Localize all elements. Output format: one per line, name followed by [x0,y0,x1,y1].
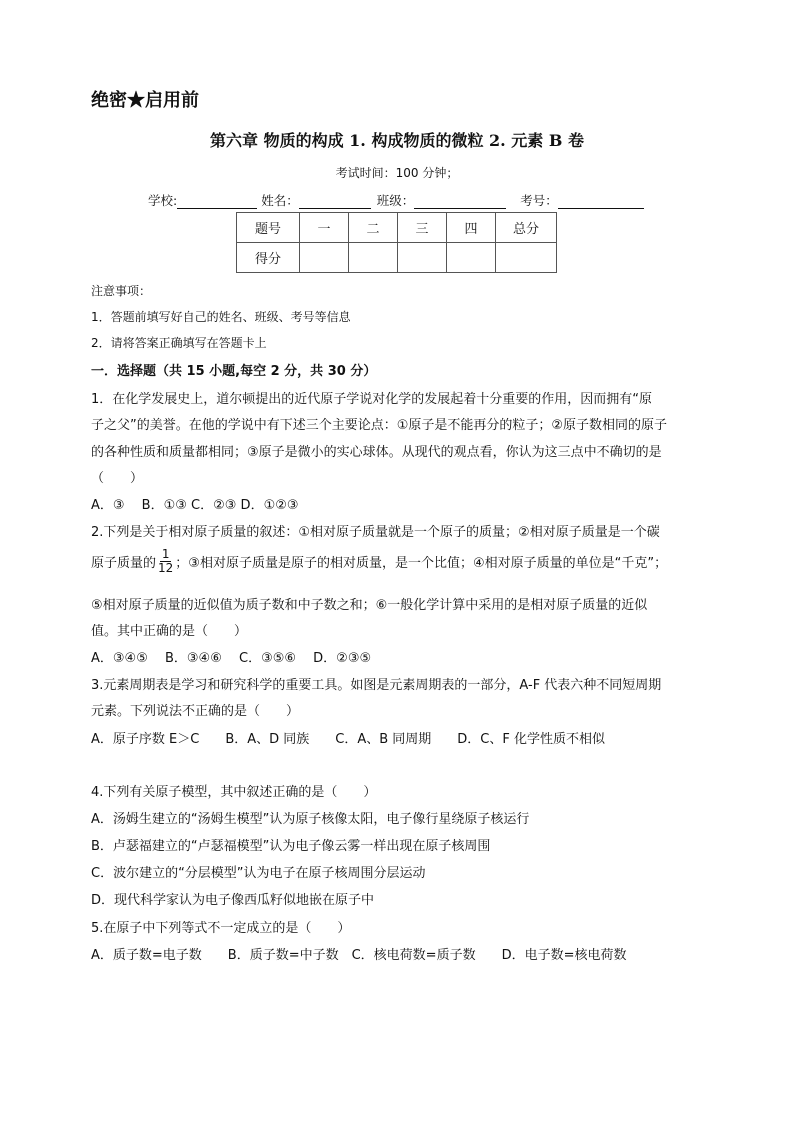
score-cell[interactable] [300,243,349,273]
score-header-cell: 总分 [496,213,557,243]
page-title: 第六章 物质的构成 1. 构成物质的微粒 2. 元素 B 卷 [210,131,584,150]
score-table-score-row [237,243,557,273]
score-header-cell: 题号 [237,213,300,243]
q4-line-1: 4.下列有关原子模型，其中叙述正确的是（ ） [91,785,377,800]
school-label: 学校: [148,193,178,208]
q4-option-d: D．现代科学家认为电子像西瓜籽似地嵌在原子中 [91,893,375,908]
q2-line-2 [91,548,667,575]
score-header-cell: 三 [398,213,447,243]
q1-line-2: 子之父”的美誉。在他的学说中有下述三个主要论点：①原子是不能再分的粒子；②原子数相同的原子 [91,418,668,433]
q5-options: A．质子数=电子数 B．质子数=中子数 C．核电荷数=质子数 D．电子数=核电荷数 [91,948,627,963]
q4-option-a: A．汤姆生建立的“汤姆生模型”认为原子核像太阳，电子像行星绕原子核运行 [91,812,530,827]
name-label: 姓名： [261,193,299,208]
q2-line-3: ⑤相对原子质量的近似值为质子数和中子数之和；⑥一般化学计算中采用的是相对原子质量的近似 [91,598,648,613]
q2-line-1: 2.下列是关于相对原子质量的叙述：①相对原子质量就是一个原子的质量；②相对原子质量是一个碳 [91,525,660,540]
secret-label: 绝密★启用前 [91,90,199,111]
score-cell[interactable] [496,243,557,273]
student-info-row [148,191,644,209]
score-row-label: 得分 [237,243,300,273]
class-label: 班级： [376,193,415,208]
q2-line-2a: 原子质量的 [91,556,157,571]
q3-options: A．原子序数 E＞C B．A、D 同族 C．A、B 同周期 D．C、F 化学性质不相似 [91,732,605,747]
q2-options: A．③④⑤ B．③④⑥ C．③⑤⑥ D．②③⑤ [91,651,372,666]
q1-options: A．③ B．①③ C．②③ D．①②③ [91,498,299,513]
q3-line-2: 元素。下列说法不正确的是（ ） [91,704,300,719]
score-cell[interactable] [447,243,496,273]
q4-option-b: B．卢瑟福建立的“卢瑟福模型”认为电子像云雾一样出现在原子核周围 [91,839,491,854]
number-blank[interactable] [558,194,644,209]
score-cell[interactable] [398,243,447,273]
exam-time: 考试时间：100 分钟； [335,166,459,180]
fraction-one-twelfth [158,548,173,575]
q5-line-1: 5.在原子中下列等式不一定成立的是（ ） [91,921,351,936]
name-blank[interactable] [299,194,371,209]
notes-heading: 注意事项： [91,284,152,298]
q2-line-2b: ；③相对原子质量是原子的相对质量，是一个比值；④相对原子质量的单位是“千克”； [175,556,668,571]
fraction-numerator: 1 [161,547,170,561]
section-1-heading: 一．选择题（共 15 小题,每空 2 分，共 30 分） [91,364,377,379]
score-cell[interactable] [349,243,398,273]
class-blank[interactable] [414,194,506,209]
fraction-denominator: 12 [158,561,174,575]
q3-line-1: 3.元素周期表是学习和研究科学的重要工具。如图是元素周期表的一部分，A-F 代表六种不同短周期 [91,678,662,693]
notes-item-1: 1．答题前填写好自己的姓名、班级、考号等信息 [91,310,351,324]
q1-line-1: 1．在化学发展史上，道尔顿提出的近代原子学说对化学的发展起着十分重要的作用，因而拥有“原 [91,392,653,407]
score-header-cell: 一 [300,213,349,243]
number-label: 考号： [520,193,558,208]
score-table-header-row [237,213,557,243]
q4-option-c: C．波尔建立的“分层模型”认为电子在原子核周围分层运动 [91,866,426,881]
school-blank[interactable] [177,194,257,209]
q2-line-4: 值。其中正确的是（ ） [91,624,248,639]
score-header-cell: 二 [349,213,398,243]
score-table [236,212,557,273]
notes-item-2: 2．请将答案正确填写在答题卡上 [91,336,267,350]
score-header-cell: 四 [447,213,496,243]
q1-line-3: 的各种性质和质量都相同；③原子是微小的实心球体。从现代的观点看，你认为这三点中不确切的是 [91,445,662,460]
q1-line-4: （ ） [91,471,144,486]
